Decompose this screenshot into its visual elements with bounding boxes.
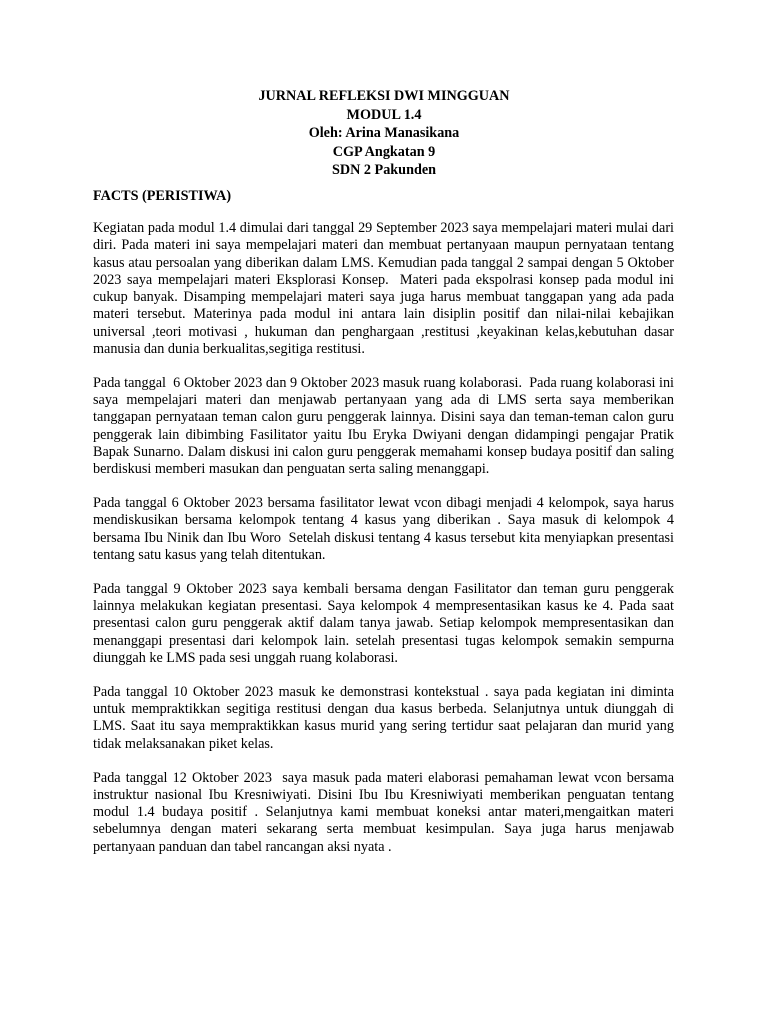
paragraph: Pada tanggal 6 Oktober 2023 bersama fasilitator lewat vcon dibagi menjadi 4 kelompok, saya harus mendiskusikan bersama kelompok tentang 4 kasus yang diberikan . Saya masuk di kelompok 4 bersama Ibu Ninik dan Ibu Woro Setelah diskusi tentang 4 kasus tersebut kita menyiapkan presentasi tentang satu kasus yang telah ditentukan. [93,495,678,564]
document-title: JURNAL REFLEKSI DWI MINGGUAN [258,88,510,104]
paragraph: Pada tanggal 12 Oktober 2023 saya masuk pada materi elaborasi pemahaman lewat vcon bersama instruktur nasional Ibu Kresniwiyati. Disini Ibu Ibu Kresniwiyati memberikan penguatan tentang modul 1.4 budaya positif . Selanjutnya kami membuat koneksi antar materi,mengaitkan materi sebelumnya dengan materi sekarang serta membuat kesimpulan. Saya juga harus menjawab pertanyaan panduan dan tabel rancangan aksi nyata . [93,769,678,855]
school-line: SDN 2 Pakunden [331,162,437,178]
paragraph: Pada tanggal 6 Oktober 2023 dan 9 Oktober 2023 masuk ruang kolaborasi. Pada ruang kolaborasi ini saya mempelajari materi dan menjawab pertanyaan yang ada di LMS serta saya memberikan tanggapan pernyataan teman calon guru penggerak lainnya. Disini saya dan teman-teman calon guru penggerak lain dibimbing Fasilitator yaitu Ibu Eryka Dwiyani dengan didampingi pengajar Pratik Bapak Sunarno. Dalam diskusi ini calon guru penggerak memahami konsep budaya positif dan saling berdiskusi memberi masukan dan penguatan serta saling menanggapi. [93,374,682,478]
paragraph: Kegiatan pada modul 1.4 dimulai dari tanggal 29 September 2023 saya mempelajari materi mulai dari diri. Pada materi ini saya mempelajari materi dan membuat pertanyaan maupun pernyataan tentang kasus atau persoalan yang diberikan dalam LMS. Kemudian pada tanggal 2 sampai dengan 5 Oktober 2023 saya mempelajari materi Eksplorasi Konsep. Materi pada ekspolrasi konsep pada modul ini cukup banyak. Disamping mempelajari materi saya juga harus membuat tanggapan yang ada pada materi tersebut. Materinya pada modul ini antara lain disiplin positif dan nilai-nilai kebajikan universal ,teori motivasi , hukuman dan penghargaan ,restitusi ,keyakinan kelas,kebutuhan dasar manusia dan dunia berkualitas,segitiga restitusi. [93,220,678,358]
document-body [93,220,682,873]
section-heading: FACTS (PERISTIWA) [93,188,232,204]
module-label: MODUL 1.4 [346,106,422,123]
paragraph: Pada tanggal 9 Oktober 2023 saya kembali bersama dengan Fasilitator dan teman guru penggerak lainnya melakukan kegiatan presentasi. Saya kelompok 4 mempresentasikan kasus ke 4. Pada saat presentasi calon guru penggerak aktif dalam tanya jawab. Setiap kelompok mempresentasikan dan menanggapi presentasi dari kelompok lain. setelah presentasi tugas kelompok semakin sempurna diunggah ke LMS pada sesi unggah ruang kolaborasi. [93,580,678,667]
cohort-line: CGP Angkatan 9 [332,143,436,160]
document-header [0,87,768,180]
author-line: Oleh: Arina Manasikana [308,125,460,141]
paragraph: Pada tanggal 10 Oktober 2023 masuk ke demonstrasi kontekstual . saya pada kegiatan ini diminta untuk mempraktikkan segitiga restitusi dengan dua kasus berbeda. Selanjutnya untuk diunggah di LMS. Saat itu saya mempraktikkan kasus murid yang sering tertidur saat pelajaran dan murid yang tidak melaksanakan piket kelas. [93,683,678,752]
